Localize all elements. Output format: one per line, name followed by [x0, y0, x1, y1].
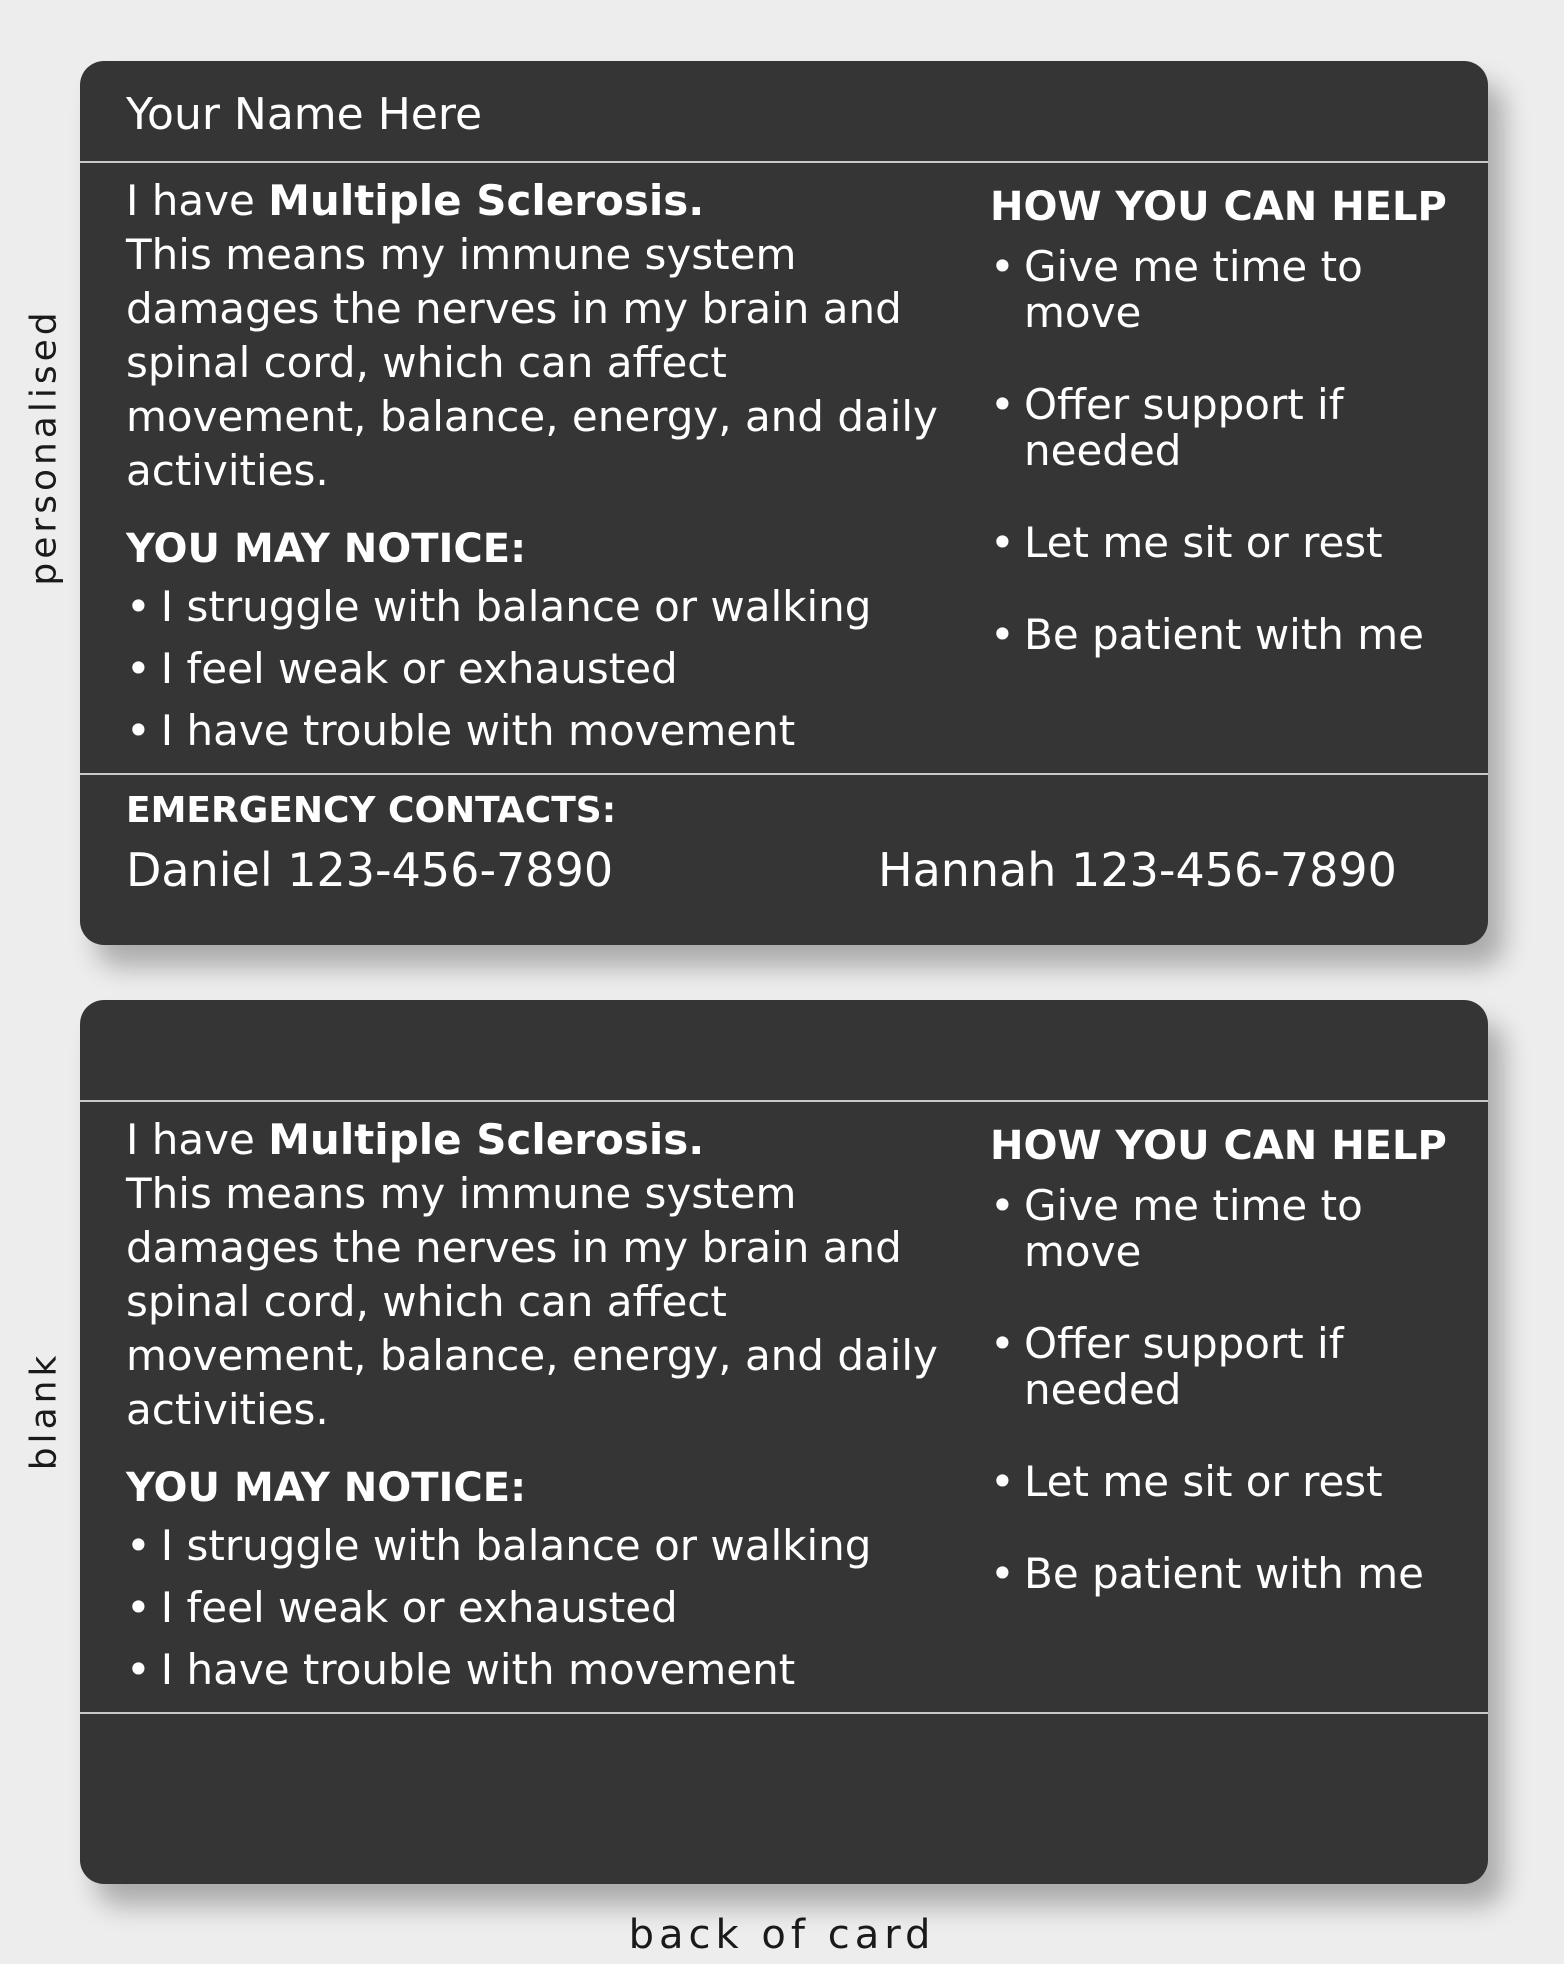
bullet-icon: • [126, 1645, 151, 1694]
info-column [126, 174, 946, 762]
bullet-icon: • [990, 518, 1015, 567]
bullet-icon: • [126, 582, 151, 631]
name-area-blank [80, 1000, 1488, 1102]
help-item: • Give me time to move [990, 242, 1363, 337]
name-area [80, 61, 1488, 163]
intro-prefix: I have [126, 176, 269, 225]
condition-description: This means my immune system damages the nerves in my brain and spinal cord, which can affect movement, balance, energy, and daily activities. [126, 1169, 938, 1434]
bullet-icon: • [126, 1521, 151, 1570]
back-of-card-caption: back of card [628, 1912, 936, 1958]
bullet-icon: • [990, 242, 1015, 291]
help-item: • Offer support if needed [990, 1319, 1344, 1414]
notice-item: • I have trouble with movement [126, 706, 796, 755]
condition-description: This means my immune system damages the nerves in my brain and spinal cord, which can affect movement, balance, energy, and daily activities. [126, 230, 938, 495]
help-heading: HOW YOU CAN HELP [990, 184, 1447, 230]
help-item: • Be patient with me [990, 610, 1425, 659]
bullet-icon: • [990, 1457, 1015, 1506]
help-item: • Offer support if needed [990, 380, 1344, 475]
help-list [990, 244, 1470, 658]
card-holder-name: Your Name Here [126, 89, 483, 140]
help-column [990, 174, 1470, 704]
emergency-contact-1: Daniel 123-456-7890 [126, 843, 614, 897]
help-item: • Let me sit or rest [990, 518, 1383, 567]
bullet-icon: • [126, 1583, 151, 1632]
bullet-icon: • [990, 610, 1015, 659]
emergency-contact-2: Hannah 123-456-7890 [878, 843, 1397, 897]
side-label-blank: blank [23, 1351, 65, 1471]
intro-prefix: I have [126, 1115, 269, 1164]
bullet-icon: • [990, 380, 1015, 429]
notice-item: • I feel weak or exhausted [126, 644, 678, 693]
condition-intro [126, 174, 946, 498]
help-heading: HOW YOU CAN HELP [990, 1123, 1447, 1169]
emergency-contacts-section [80, 773, 1488, 945]
bullet-icon: • [990, 1319, 1015, 1368]
personalised-card [80, 61, 1488, 945]
condition-name: Multiple Sclerosis. [268, 176, 705, 225]
condition-name: Multiple Sclerosis. [268, 1115, 705, 1164]
bullet-icon: • [990, 1549, 1015, 1598]
notice-item: • I feel weak or exhausted [126, 1583, 678, 1632]
notice-heading: YOU MAY NOTICE: [126, 1465, 527, 1511]
notice-list [126, 576, 946, 762]
help-column [990, 1113, 1470, 1643]
help-item: • Be patient with me [990, 1549, 1425, 1598]
help-item: • Give me time to move [990, 1181, 1363, 1276]
bullet-icon: • [126, 706, 151, 755]
help-list [990, 1183, 1470, 1597]
bullet-icon: • [126, 644, 151, 693]
notice-item: • I struggle with balance or walking [126, 582, 872, 631]
notice-item: • I have trouble with movement [126, 1645, 796, 1694]
notice-heading: YOU MAY NOTICE: [126, 526, 527, 572]
bullet-icon: • [990, 1181, 1015, 1230]
blank-card [80, 1000, 1488, 1884]
emergency-area-blank [80, 1712, 1488, 1884]
info-column [126, 1113, 946, 1701]
notice-list [126, 1515, 946, 1701]
side-label-personalised: personalised [23, 308, 65, 586]
condition-intro [126, 1113, 946, 1437]
emergency-heading: EMERGENCY CONTACTS: [126, 790, 617, 831]
help-item: • Let me sit or rest [990, 1457, 1383, 1506]
notice-item: • I struggle with balance or walking [126, 1521, 872, 1570]
